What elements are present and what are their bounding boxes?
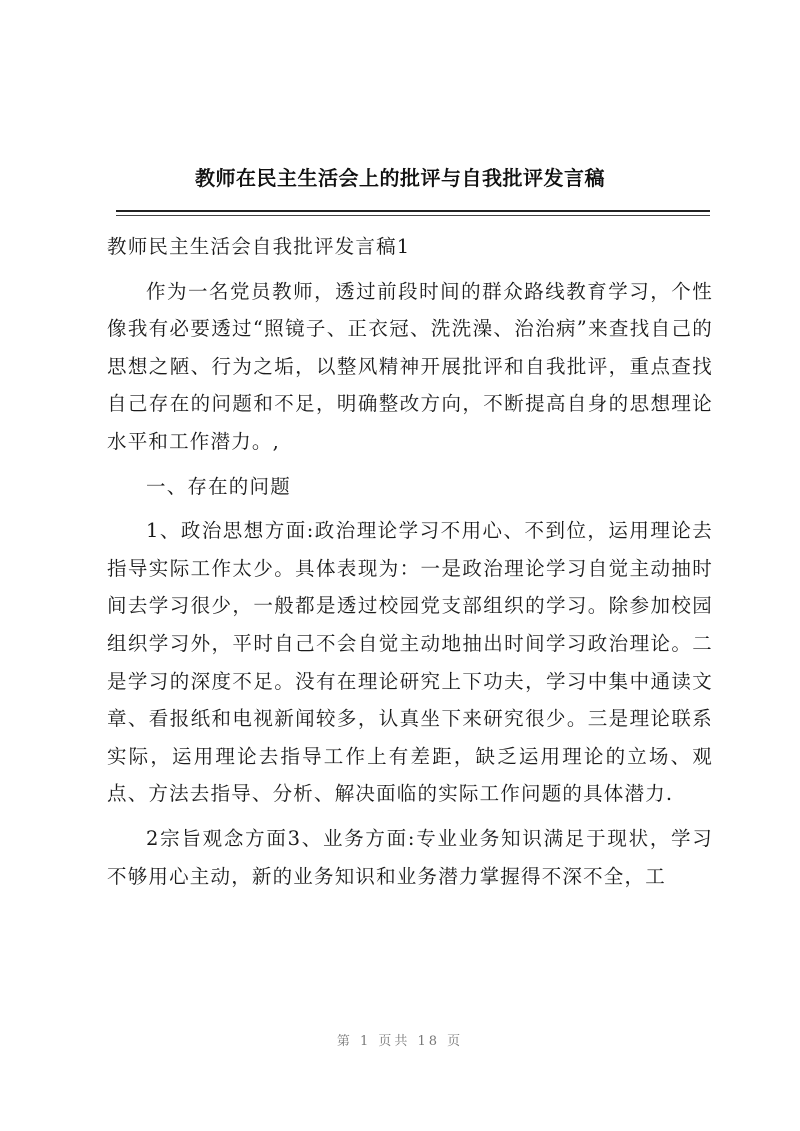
document-title: 教师在民主生活会上的批评与自我批评发言稿 <box>195 166 605 190</box>
paragraph-business: 2宗旨观念方面3、业务方面:专业业务知识满足于现状，学习不够用心主动，新的业务知识和业务潜力掌握得不深不全，工 <box>107 826 713 888</box>
page-footer: 第 1 页共 18 页 <box>336 1034 464 1049</box>
paragraph-political: 1、政治思想方面:政治理论学习不用心、不到位，运用理论去指导实际工作太少。具体表现为：一是政治理论学习自觉主动抽时间去学习很少，一般都是透过校园党支部组织的学习。除参加校园组织学习外，平时自己不会自觉主动地抽出时间学习政治理论。二是学习的深度不足。没有在理论研究上下功夫，学习中集中通读文章、看报纸和电视新闻较多，认真坐下来研究很少。三是理论联系实际，运用理论去指导工作上有差距，缺乏运用理论的立场、观点、方法去指导、分析、解决面临的实际工作问题的具体潜力. <box>107 519 713 806</box>
document-body <box>107 228 713 902</box>
title-divider-thick <box>116 210 710 212</box>
document-subtitle: 教师民主生活会自我批评发言稿1 <box>107 235 411 258</box>
paragraph-intro: 作为一名党员教师，透过前段时间的群众路线教育学习，个性像我有必要透过“照镜子、正衣冠、洗洗澡、治治病”来查找自己的思想之陋、行为之垢，以整风精神开展批评和自我批评，重点查找自己存在的问题和不足，明确整改方向，不断提高自身的思想理论水平和工作潜力。, <box>107 279 713 453</box>
title-divider-thin <box>116 215 710 216</box>
section-heading-problems: 一、存在的问题 <box>146 474 291 498</box>
